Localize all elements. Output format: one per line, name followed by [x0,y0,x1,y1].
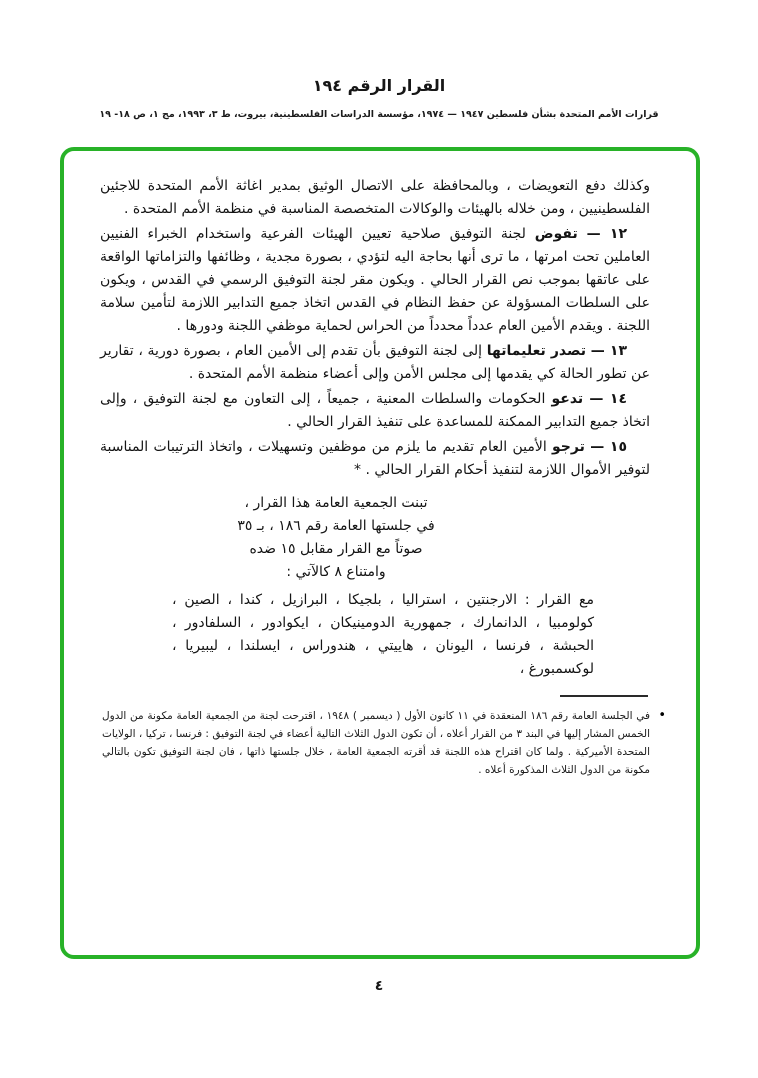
clause-15-number: ١٥ — [590,439,628,455]
clause-12-text: لجنة التوفيق صلاحية تعيين الهيئات الفرعية واستخدام الخبراء الفنيين العاملين تحت امرتها ، ما ترى أنها بحاجة اليه لتؤدي ، بصورة مجدية ، وظائفها والتزاماتها الواقعة على عاتقها بموجب نص القرار الحالي . ويكون مقر لجنة التوفيق الرسمي في القدس ، ويكون على السلطات المسؤولة عن حفظ النظام في القدس اتخاذ جميع التدابير اللازمة لتأمين سلامة اللجنة . ويقدم الأمين العام عدداً محدداً من الحراس لحماية موظفي اللجنة ودورها . [100,226,650,334]
footnote-separator [560,695,648,697]
clause-13-text: إلى لجنة التوفيق بأن تقدم إلى الأمين العام ، بصورة دورية ، تقارير عن تطور الحالة كي يقدمها إلى مجلس الأمن وإلى أعضاء منظمة الأمم المتحدة . [100,343,650,382]
page-number: ٤ [374,978,384,994]
vote-list-paragraph: مع القرار : الارجنتين ، استراليا ، بلجيكا ، البرازيل ، كندا ، الصين ، كولومبيا ، الدانمارك ، جمهورية الدومينيكان ، ايكوادور ، السلفادور ، الحبشة ، فرنسا ، اليونان ، هاييتي ، هندوراس ، ايسلندا ، ليبيريا ، لوكسمبورغ ، [172,592,594,677]
footnote-block [100,707,666,779]
clause-12-lead: تفوض [534,226,578,242]
adoption-note-line: صوتاً مع القرار مقابل ١٥ ضده [249,541,423,557]
adoption-note-line: في جلستها العامة رقم ١٨٦ ، بـ ٣٥ [237,518,435,534]
continuation-paragraph: وكذلك دفع التعويضات ، وبالمحافظة على الاتصال الوثيق بمدير اغاثة الأمم المتحدة للاجئين الفلسطينيين ، ومن خلاله بالهيئات والوكالات المتخصصة المناسبة في منظمة الأمم المتحدة . [100,178,650,217]
clause-14-number: ١٤ — [589,391,628,407]
clause-14-paragraph [100,388,650,434]
footnote-bullet-icon: • [658,708,666,723]
clause-15-lead: ترجو [552,439,585,455]
content-frame [60,147,700,959]
clause-13-paragraph [100,340,650,386]
resolution-body [100,175,666,779]
adoption-note-line: وامتناع ٨ كالآتي : [286,564,386,580]
source-citation: قرارات الأمم المتحدة بشأن فلسطين ١٩٤٧ — ١٩٧٤، مؤسسة الدراسات الفلسطينية، بيروت، ط ٣، ١٩٩٣، مج ١، ص ١٨- ١٩ [99,109,659,120]
clause-15-text: الأمين العام تقديم ما يلزم من موظفين وتسهيلات ، واتخاذ الترتيبات المناسبة لتوفير الأموال اللازمة لتنفيذ أحكام القرار الحالي . * [100,439,650,478]
clause-15-paragraph [100,436,650,482]
clause-12-number: ١٢ — [586,226,627,242]
footnote-text: في الجلسة العامة رقم ١٨٦ المنعقدة في ١١ كانون الأول ( ديسمبر ) ١٩٤٨ ، اقترحت لجنة من الجمعية العامة مكونة من الدول الخمس المشار إليها في البند ٣ من القرار أعلاه ، أن تكون الدول الثلاث التالية أعضاء في لجنة التوفيق : فرنسا ، تركيا ، الولايات المتحدة الأميركية . ولما كان اقتراح هذه اللجنة قد أقرته الجمعية العامة ، خلال جلستها ذاتها ، فان لجنة التوفيق تكون بالتالي مكونة من الدول الثلاث المذكورة أعلاه . [102,710,651,776]
clause-14-text: الحكومات والسلطات المعنية ، جميعاً ، إلى التعاون مع لجنة التوفيق ، وإلى اتخاذ جميع التدابير الممكنة للمساعدة على تنفيذ القرار الحالي . [100,391,650,430]
clause-13-number: ١٣ — [590,343,627,359]
adoption-note-line: تبنت الجمعية العامة هذا القرار ، [244,495,428,511]
clause-12-paragraph [100,223,650,338]
clause-14-lead: تدعو [551,391,584,407]
clause-13-lead: تصدر تعليماتها [486,343,587,359]
resolution-title: القرار الرقم ١٩٤ [312,76,446,95]
adoption-note [218,492,454,584]
